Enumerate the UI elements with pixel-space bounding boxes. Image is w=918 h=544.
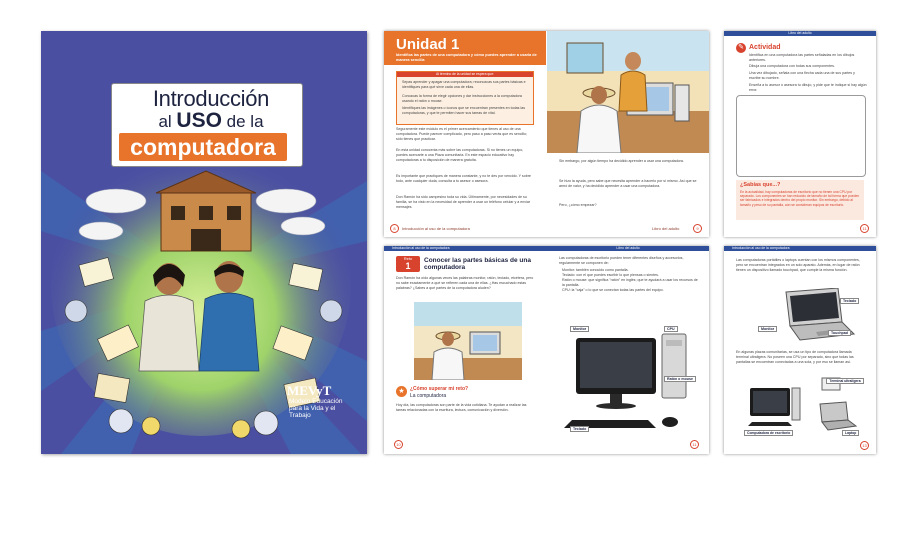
- unit-title: Unidad 1: [396, 36, 460, 53]
- page-footer: Introducción al uso de la computadora: [402, 226, 470, 231]
- label-touchpad: Touchpad: [828, 330, 851, 336]
- label-laptop-keyboard: Teclado: [840, 298, 859, 304]
- page-header: Introducción al uso de la computadora: [724, 246, 876, 251]
- unit-subtitle: Identifica las partes de una computadora y cómo puedes aprender a usarla de manera sencilla: [396, 53, 537, 62]
- activity-step: Una vez dibujado, señala con una flecha cada una de sus partes y escribe su nombre.: [749, 71, 855, 80]
- label-desktop: Computadora de escritorio: [744, 430, 793, 436]
- activity-step: Dibuja una computadora con todas sus componentes.: [749, 64, 835, 68]
- label-keyboard: Teclado: [570, 426, 589, 432]
- label-thin-client: Terminal ultraligera: [826, 378, 864, 384]
- laptop-illustration: [746, 288, 856, 348]
- page-header: Libro del adulto: [724, 31, 876, 36]
- sabias-title: ¿Sabías que...?: [740, 182, 781, 188]
- page-activity: [724, 31, 876, 237]
- body-paragraph: Sin embargo, por algún tiempo ha decidido aprender a usar una computadora.: [559, 159, 684, 163]
- spread-unit1: [384, 31, 709, 237]
- body-paragraph: Pero, ¿cómo empezar?: [559, 203, 597, 207]
- label-cpu: CPU: [664, 326, 678, 332]
- cover-title-line1: Introducción: [152, 86, 270, 111]
- part-item: Monitor: también conocido como pantalla.: [562, 268, 629, 272]
- page-number: 13: [860, 441, 869, 450]
- body-paragraph: En esta unidad conocerás más sobre las computadoras. Si no tienes un equipo, puedes acercarte a una Plaza comunitaria. En este espacio educativo hay computadoras a tu disposición de manera gratuita.: [396, 148, 524, 162]
- label-laptop-monitor: Monitor: [758, 326, 777, 332]
- parts-intro: Las computadoras de escritorio pueden tener diferentes diseños y accesorios, regularmente se componen de:: [559, 256, 684, 265]
- mevyt-logo: [287, 384, 357, 419]
- don-ramon-illustration: [547, 31, 709, 153]
- page-number: 11: [690, 440, 699, 449]
- label-mouse: Ratón o mouse: [664, 376, 696, 382]
- page-number: 8: [390, 224, 399, 233]
- body-paragraph: Seguramente este módulo es el primer acercamiento que tienes al uso de una computadora. Puede parecer complicado, pero paso a paso verás que es sencillo; sólo tienes que practicar.: [396, 127, 528, 141]
- mevyt-logo-text: Modelo Educación para la Vida y el Trabajo: [289, 398, 343, 419]
- page-footer: Libro del adulto: [652, 226, 680, 231]
- sabias-text: En la actualidad, hay computadoras de escritorio que no tienen una CPU por separado. Los componentes se han reducido de tamaño de tal forma que pueden ser fabricados e integrados dentro del propio monitor. Sin embargo, debido al tamaño y peso de su pantalla, aún se consideran equipos de escritorio.: [740, 190, 860, 207]
- body-paragraph: Se hizo la ayuda, pero sabe que necesita aprender a hacerlo por sí mismo. Así que se armó de valor, y ha decidido aprender a usar una computadora.: [559, 179, 697, 188]
- part-item: Ratón o mouse: que significa "ratón" en inglés; que te ayudará a usar los recursos de la pantalla.: [562, 278, 698, 287]
- book-cover: [41, 31, 367, 454]
- cover-title-uso: USO: [176, 109, 222, 132]
- activity-step: Enseña a tu asesor o asesora tu dibujo, y pide que te indique si hay algún error.: [749, 83, 867, 92]
- goal-item: Identifiques las imágenes o íconos que se encuentran presentes en todas las computadoras, y que te permiten hacer sus tareas de vital.: [402, 106, 526, 115]
- cover-title-line3: computadora: [119, 133, 287, 161]
- terminal-text: En algunas plazas comunitarias, se usa un tipo de computadora llamada terminal ultraligera. No poseen una CPU por separado, sino que todas las pantallas se encuentran conectadas a una sola, y por eso se llaman así.: [736, 350, 854, 364]
- page-9: [547, 31, 709, 237]
- laptop-text: Las computadoras portátiles o laptops cuentan con los mismos componentes, pero se encuentran integrados en un solo aparato. Además, en lugar de ratón tienen un dispositivo llamado touchpad, que cumple la misma función.: [736, 258, 860, 272]
- goals-box: [396, 71, 534, 125]
- how-title: ¿Cómo superar mi reto?: [410, 386, 469, 392]
- page-number: 11: [860, 224, 869, 233]
- sabias-box: [736, 180, 864, 220]
- spread-reto1: [384, 246, 709, 454]
- goal-item: Conozcas la forma de elegir opciones y dar instrucciones a la computadora usando el ratón o mouse.: [402, 94, 522, 103]
- reto-badge: Reto 1: [396, 256, 420, 272]
- page-number: 9: [693, 224, 702, 233]
- mevyt-logo-letters: MEVyT: [287, 383, 332, 398]
- page-header: Libro del adulto: [547, 246, 709, 251]
- lightbulb-icon: ★: [396, 386, 407, 397]
- page-number: 10: [394, 440, 403, 449]
- page-header: Introducción al uso de la computadora: [384, 246, 547, 251]
- part-item: Teclado: con el que puedes escribir lo que piensas o sientes.: [562, 273, 659, 277]
- cover-title-line2: al USO de la: [158, 109, 264, 132]
- how-text: Hoy día, las computadoras son parte de la vida cotidiana. Te ayudan a realizar las tareas relacionadas con la escritura, lectura, comunicación y diversión.: [396, 403, 527, 412]
- page-laptop: [724, 246, 876, 454]
- body-paragraph: Es importante que practiques de manera constante, y no te des por vencido. Y sobre todo, ante cualquier duda, consulta a tu asesor o asesora.: [396, 174, 531, 183]
- goal-item: Sepas aprender y apagar una computadora; reconozcas sus partes básicas e identifiques para qué sirve cada una de ellas.: [402, 80, 526, 89]
- how-subtitle: La computadora: [410, 393, 447, 399]
- reto-title: Conocer las partes básicas de una computadora: [424, 257, 531, 271]
- goals-heading: Al término de la unidad se espera que:: [397, 72, 533, 77]
- drawing-box[interactable]: [736, 95, 866, 177]
- part-item: CPU: la "caja" o lo que se conectan todas las partes del equipo.: [562, 288, 664, 292]
- page-8: [384, 31, 546, 237]
- activity-title: Actividad: [749, 44, 781, 51]
- reto-intro: Don Ramón ha oído algunas veces las palabras monitor, ratón, teclado, etcétera, pero no sabe exactamente a qué se refieren cada una de ellas. ¿Has escuchado estas palabras? ¿Sabes a qué partes de la computadora aluden?: [396, 276, 534, 290]
- label-laptop: Laptop: [842, 430, 859, 436]
- label-monitor: Monitor: [570, 326, 589, 332]
- activity-intro: Identifica en una computadora las partes señaladas en los dibujos anteriores.: [749, 53, 855, 62]
- body-paragraph: Don Ramón ha sido campesino toda su vida. Últimamente, por necesidades de su familia, se ha visto en la necesidad de aprender a usar un teléfono celular y a enviar mensajes.: [396, 195, 531, 209]
- man-at-computer-illustration: [414, 302, 522, 380]
- activity-icon: ✎: [736, 43, 746, 53]
